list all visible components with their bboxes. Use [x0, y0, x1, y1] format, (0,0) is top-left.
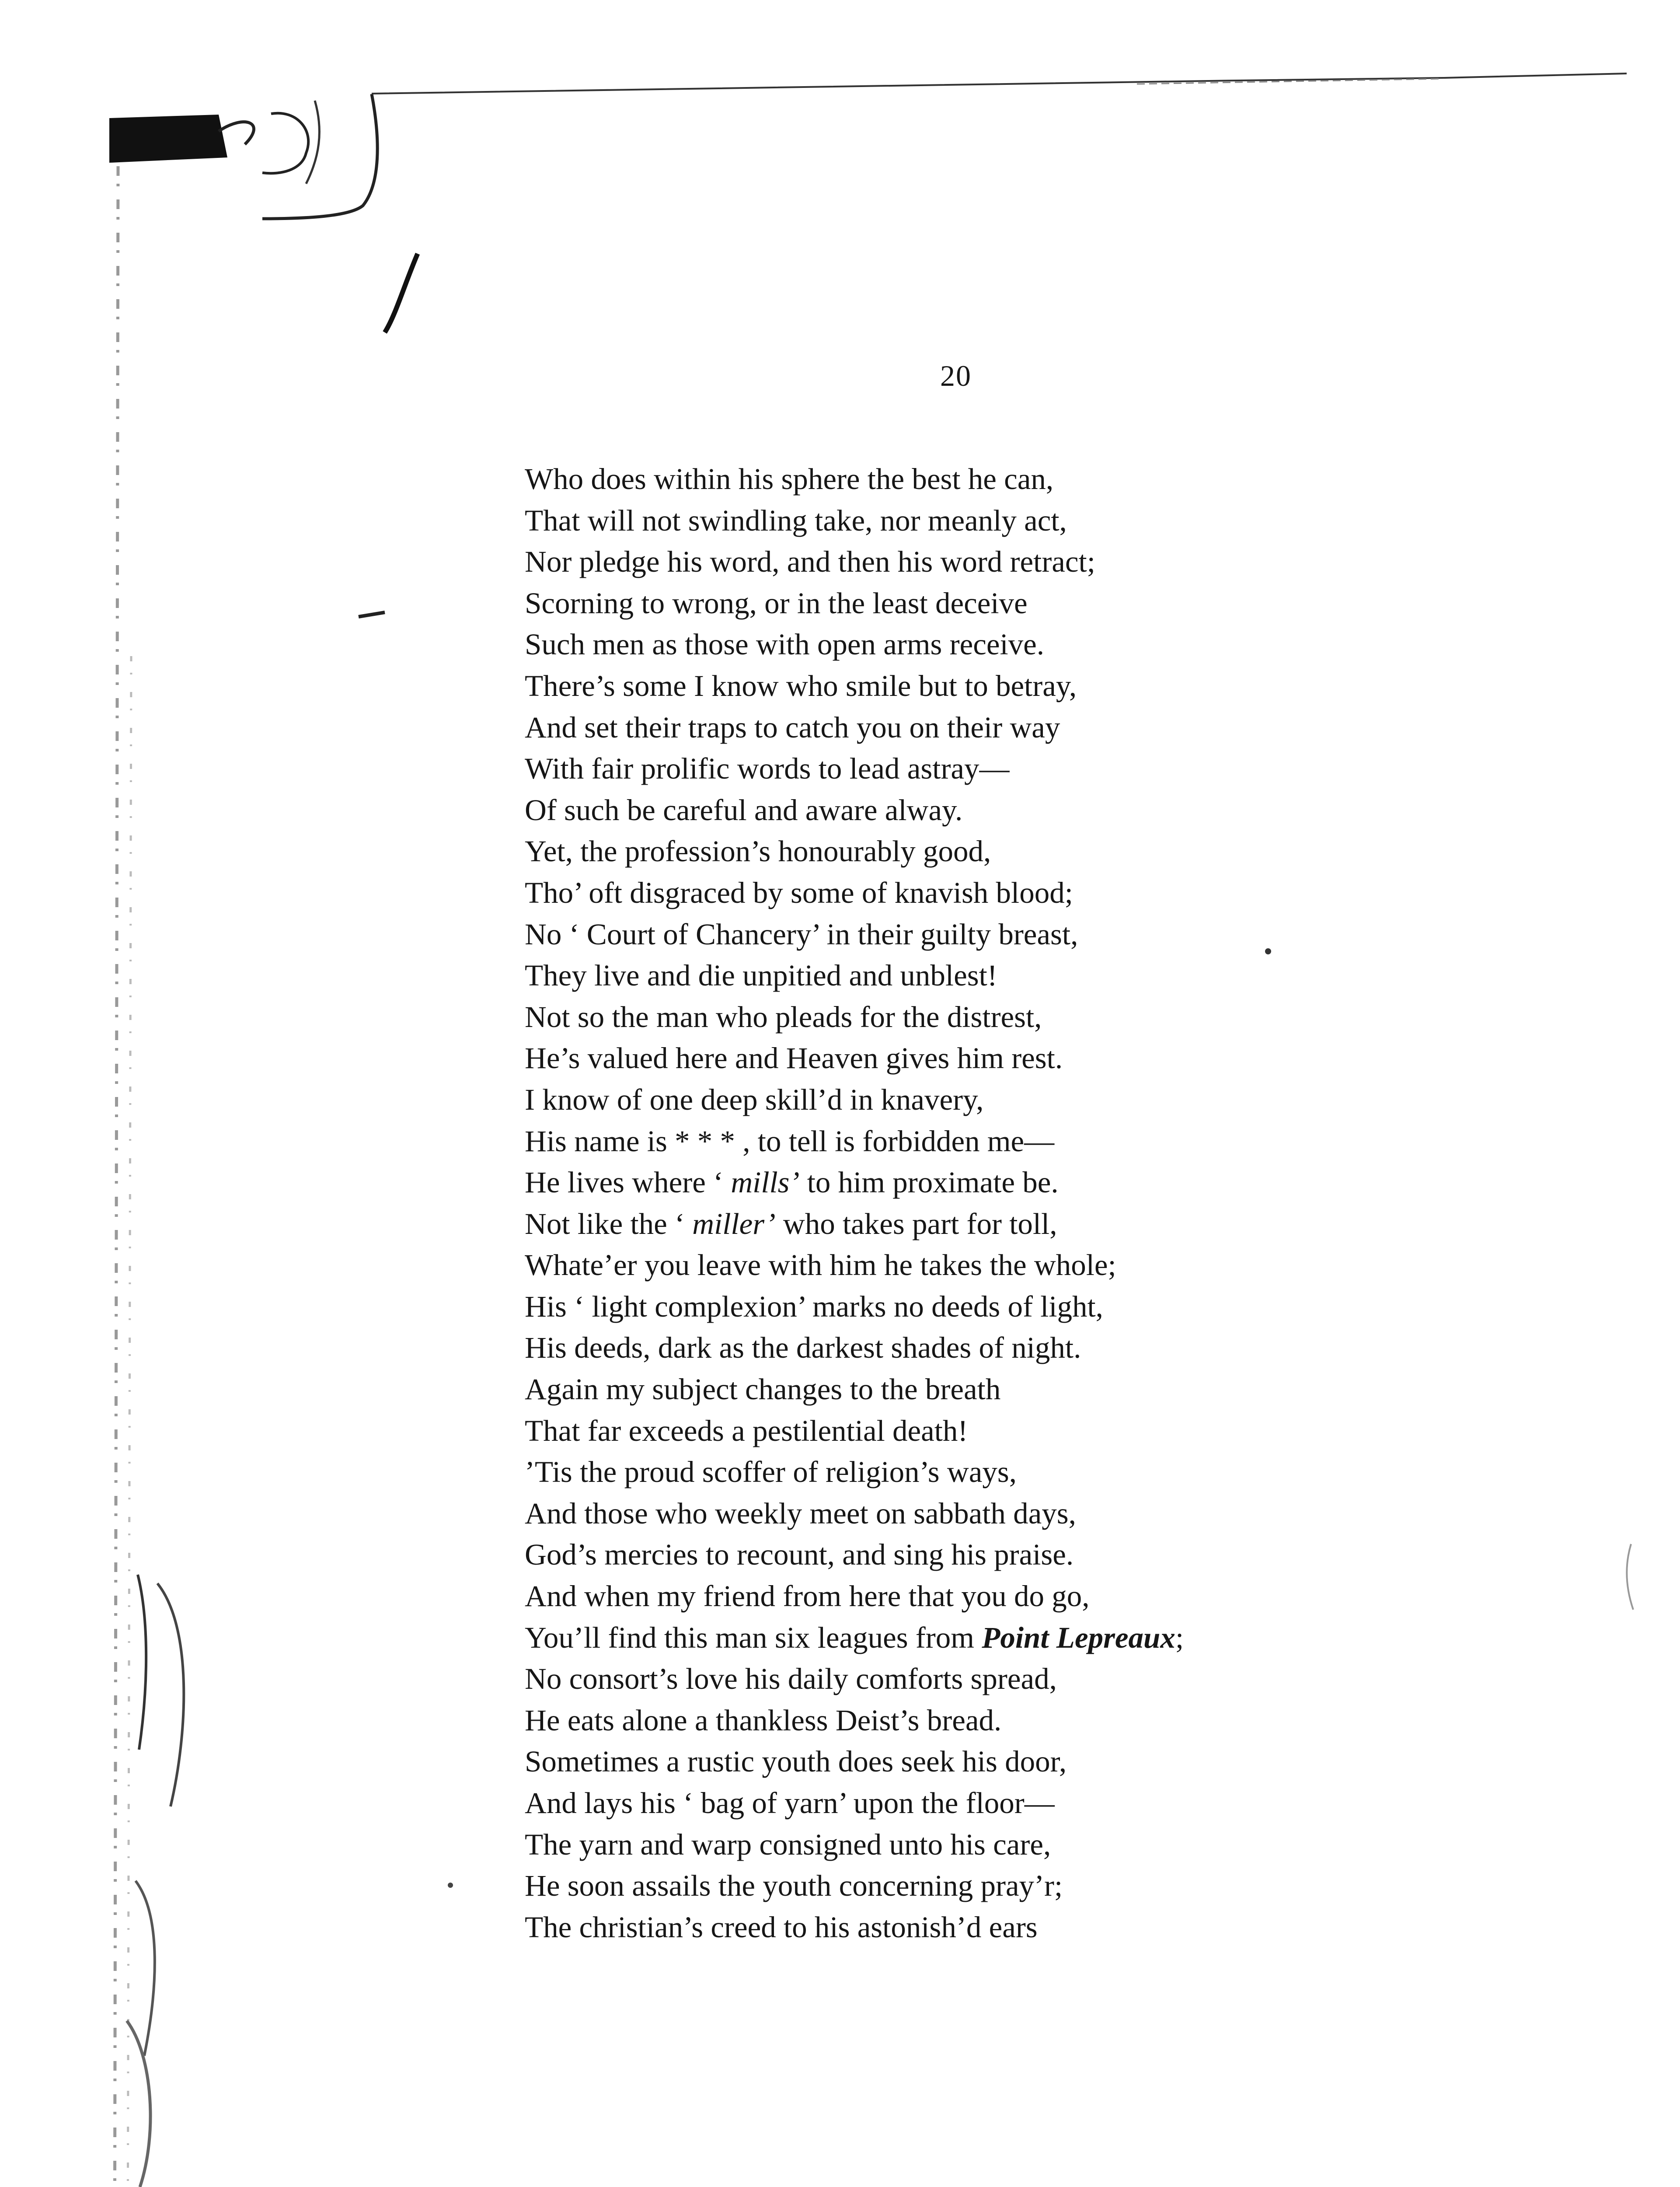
poem-line: He eats alone a thankless Deist’s bread. [525, 1703, 1002, 1737]
poem-line: He soon assails the youth concerning pray’r; [525, 1869, 1063, 1903]
poem-line: And set their traps to catch you on their way [525, 710, 1060, 744]
poem-line: Again my subject changes to the breath [525, 1373, 1001, 1406]
poem-line: And those who weekly meet on sabbath days, [525, 1496, 1076, 1530]
poem-line: Not so the man who pleads for the distrest, [525, 1000, 1042, 1034]
poem-line: Of such be careful and aware alway. [525, 793, 963, 827]
poem-line: And lays his ‘ bag of yarn’ upon the floor— [525, 1786, 1055, 1820]
poem-line: No ‘ Court of Chancery’ in their guilty breast, [525, 917, 1078, 951]
line-text: who takes part for toll, [775, 1207, 1057, 1240]
poem-line: ’Tis the proud scoffer of religion’s ways, [525, 1455, 1017, 1489]
poem-line: That will not swindling take, nor meanly act, [525, 503, 1067, 537]
poem-line: And when my friend from here that you do go, [525, 1579, 1090, 1613]
top-edge-line [372, 73, 1627, 94]
poem-line: No consort’s love his daily comforts spread, [525, 1662, 1057, 1696]
poem-line: That far exceeds a pestilential death! [525, 1414, 968, 1447]
poem-line: Such men as those with open arms receive. [525, 628, 1044, 661]
poem-line: Tho’ oft disgraced by some of knavish blood; [525, 876, 1073, 909]
poem-line: Whate’er you leave with him he takes the whole; [525, 1248, 1116, 1282]
left-edge-grime [115, 166, 184, 2187]
poem-line: His name is * * * , to tell is forbidden me— [525, 1124, 1055, 1158]
line-text: to him proximate be. [799, 1166, 1059, 1199]
poem-line: There’s some I know who smile but to betray, [525, 669, 1077, 702]
poem-line: God’s mercies to recount, and sing his praise. [525, 1538, 1074, 1572]
poem-line: Sometimes a rustic youth does seek his door, [525, 1745, 1067, 1778]
poem-line: His deeds, dark as the darkest shades of night. [525, 1331, 1081, 1365]
poem-line: Nor pledge his word, and then his word retract; [525, 545, 1095, 579]
italic-word: mills’ [731, 1166, 800, 1199]
poem-line: The christian’s creed to his astonish’d ears [525, 1910, 1038, 1944]
poem-line: With fair prolific words to lead astray— [525, 752, 1010, 786]
poem-line [525, 1617, 1421, 1659]
poem-line: Who does within his sphere the best he can, [525, 462, 1054, 496]
top-left-corner-damage [109, 94, 418, 332]
poem-line [525, 1203, 1421, 1245]
poem-line [525, 1162, 1421, 1203]
poem-line: His ‘ light complexion’ marks no deeds of light, [525, 1289, 1103, 1323]
line-text: You’ll find this man six leagues from [525, 1621, 982, 1654]
poem-line: Yet, the profession’s honourably good, [525, 835, 991, 868]
page-number: 20 [940, 359, 972, 392]
line-text: ; [1175, 1621, 1184, 1654]
poem-line: They live and die unpitied and unblest! [525, 959, 997, 992]
poem-line: The yarn and warp consigned unto his care, [525, 1827, 1051, 1861]
poem-line: I know of one deep skill’d in knavery, [525, 1083, 984, 1116]
poem-line: Scorning to wrong, or in the least deceive [525, 586, 1028, 620]
poem-body [525, 458, 1421, 1948]
line-text: Not like the ‘ [525, 1207, 693, 1240]
poem-line: He’s valued here and Heaven gives him rest. [525, 1041, 1063, 1075]
line-text: He lives where ‘ [525, 1166, 731, 1199]
italic-word: miller’ [692, 1207, 776, 1240]
place-name: Point Lepreaux [982, 1621, 1175, 1654]
